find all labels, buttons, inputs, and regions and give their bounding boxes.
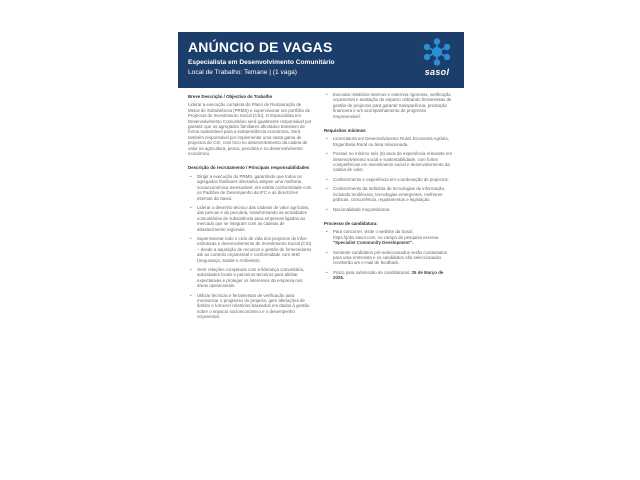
advert-title: ANÚNCIO DE VAGAS <box>188 39 333 55</box>
list-item: • Executar relatórios internos e externos rigorosos, verificação orçamental e avaliação de impacto utilizando ferramentas de gestão de projectos para garantir transparência, prestação financeira e um acompanhamento de progresso irrepreensível. <box>324 92 454 119</box>
process-heading: Processo de candidatura: <box>324 220 378 226</box>
list-item: • Somente candidatos pré-seleccionados serão contactados para uma entrevista e os candidatos não seleccionados receberão um e-mail de feedback. <box>324 250 454 266</box>
sasol-logo <box>414 36 460 80</box>
position-title: Especialista em Desenvolvimento Comunitário <box>188 59 335 66</box>
apply-instructions: Para concorrer, visite o website da Sasol, https://jobs.sasol.com, no campo de pesquisa escreva <box>333 229 439 240</box>
work-location: Local de Trabalho: Temane | (1 vaga) <box>188 69 297 76</box>
summary-heading: Breve Descrição / Objectivo do Trabalho <box>188 94 273 99</box>
requirements-list <box>324 136 454 211</box>
list-item: • Gerir relações complexas com a liderança comunitária, autoridades locais e parceiros terceiros para alinhar expectativas e proteger os interesses da empresa nos áreas operacionais. <box>188 267 314 289</box>
duties-heading: Descrição do recrutamento / Principais responsabilidades <box>188 165 310 171</box>
sasol-logo-mark-icon <box>414 36 460 68</box>
right-column <box>324 92 454 285</box>
summary-text: Liderar a execução completa do Plano de Restauração de Meios de Subsistência (PRMS) e supervisionar um portfólio de Projectos de Investimento Social (CSI). O Especialista em Desenvolvimento Comunitário será igualmente responsável por garantir que os agregados familiares afectados transitem de forma sustentável para a independência económica. Será também responsável por implementar uma vasta gama de projectos de CSI, com foco no desenvolvimento da cadeia de valor na agricultura, pesca, pecuária e no desenvolvimento económico. <box>188 102 312 157</box>
requirements-heading: Requisitos mínimos <box>324 128 366 134</box>
process-list <box>324 229 454 280</box>
list-item: • Conhecimento e experiência em coordenação de projectos. <box>324 177 454 182</box>
list-item: • Supervisionar todo o ciclo de vida dos projectos de infra-estruturas e desenvolvimento de Investimento Social (CSI) – desde a aquisição de recursos e gestão de fornecedores até ao controlo orçamental e conformidade com SHE (Segurança, Saúde e Ambiente). <box>188 236 314 263</box>
duties-continued-list <box>324 92 454 119</box>
list-item <box>324 270 454 281</box>
list-item: • Licenciatura em Desenvolvimento Rural, Economia Agrária, Engenharia Rural ou área relacionada. <box>324 136 454 147</box>
list-item: • Liderar o desenho técnico das cadeias de valor agrícolas, das pescas e da pecuária, transformando as actividades comunitárias de subsistência para empresas ligadas ao mercado que se integram com as cadeias de abastecimento regionais. <box>188 205 314 232</box>
sasol-wordmark: sasol <box>424 67 450 77</box>
list-item <box>324 229 454 245</box>
duties-list <box>188 174 314 320</box>
left-column <box>188 94 314 324</box>
list-item: • Conhecimento da Indústria de tecnologias de informação, incluindo tendências, tecnologias emergentes, melhores práticas, concorrência, regulamentos e legislação. <box>324 186 454 202</box>
list-item: • Dirigir a execução do PRMS, garantindo que todos os agregados familiares afectados atinjam uma melhoria socioeconómica mensurável, em estrita conformidade com os Padrões de Desempenho da IFC e as directrizes internas da Sasol. <box>188 174 314 201</box>
search-term: "Specialist Community Development". <box>333 240 414 246</box>
list-item: • Nacionalidade moçambicana. <box>324 207 454 212</box>
list-item: • Utilizar técnicas e ferramentas de verificação para monitorizar o progresso do projecto, gerir alterações de âmbito e fornecer relatórios baseados em dados à gestão sobre o impacto socioeconómico e o desempenho orçamental. <box>188 293 314 320</box>
header-banner <box>178 32 464 88</box>
deadline-label: Prazo para submissão de candidaturas: <box>333 269 411 275</box>
list-item: • Possuir no mínimo seis (6) anos de experiência relevante em desenvolvimento social e sustentabilidade, com fortes competências em investimento social e desenvolvimento da cadeia de valor. <box>324 151 454 173</box>
deadline-date: 25 de Março de 2026. <box>333 269 444 281</box>
job-advert-document <box>178 32 464 450</box>
